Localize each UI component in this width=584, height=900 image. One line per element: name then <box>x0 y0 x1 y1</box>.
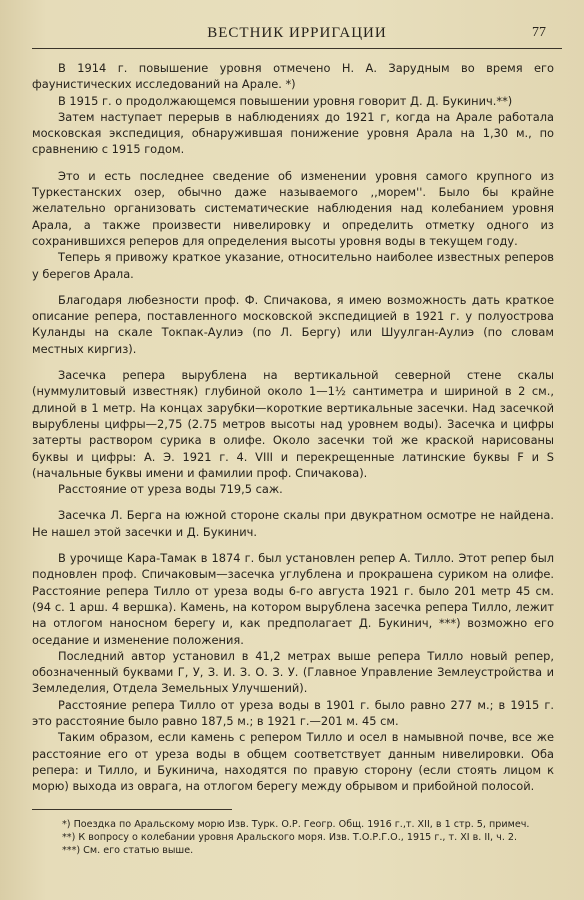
paragraph: Это и есть последнее сведение об изменении уровня самого крупного из Туркестанских озер, обычно даже называемого ,,морем''. Было бы крайне желательно организовать систематические наблюдения над колебанием уровня Арала, а также произвести нивелировку и определить отметку одного из сохранившихся реперов для определения высоты уровня воды в текущем году. <box>32 168 554 248</box>
footnotes <box>32 818 554 857</box>
footnote: *) Поездка по Аральскому морю Изв. Турк. О.Р. Геогр. Общ. 1916 г.,т. XII, в 1 стр. 5, примеч. <box>62 819 530 831</box>
page-number: 77 <box>532 25 546 40</box>
footnote: ***) См. его статью выше. <box>62 845 194 857</box>
running-head <box>32 22 562 44</box>
paragraph: В урочище Кара-Тамак в 1874 г. был установлен репер А. Тилло. Этот репер был подновлен проф. Спичаковым—засечка углублена и прокрашена суриком на олифе. Расстояние репера Тилло от уреза воды 6-го августа 1921 г. было 201 метр 45 см. (94 с. 1 арш. 4 вершка). Камень, на котором вырублена засечка репера Тилло, лежит на отлогом наносном берегу и, как предполагает Д. Букинич, ***) возможно его оседание и изменение положения. <box>32 551 554 647</box>
paragraph: Затем наступает перерыв в наблюдениях до 1921 г, когда на Арале работала московская экспедиция, обнаружившая понижение уровня Арала на 1,30 м., по сравнению с 1915 годом. <box>32 109 554 157</box>
paragraph: В 1914 г. повышение уровня отмечено Н. А. Зарудным во время его фаунистических исследований на Арале. *) <box>32 61 554 92</box>
article-body <box>32 60 554 794</box>
footnote: **) К вопросу о колебании уровня Аральского моря. Изв. Т.О.Р.Г.О., 1915 г., т. XI в. II, ч. 2. <box>62 832 518 844</box>
header-rule <box>32 48 562 49</box>
paragraph: Засечка Л. Берга на южной стороне скалы при двукратном осмотре не найдена. Не нашел этой засечки и Д. Букинич. <box>32 508 554 539</box>
paragraph: Расстояние от уреза воды 719,5 саж. <box>58 482 283 497</box>
journal-title: ВЕСТНИК ИРРИГАЦИИ <box>207 25 387 41</box>
paragraph: Теперь я привожу краткое указание, относительно наиболее известных реперов у берегов Арала. <box>32 250 554 281</box>
paragraph: Таким образом, если камень с репером Тилло и осел в намывной почве, все же расстояние его от уреза воды в общем соответствует данным нивелировки. Оба репера: и Тилло, и Букинича, находятся по правую сторону (если стоять лицом к морю) выхода из оврага, на отлогом берегу между обрывом и прибойной полосой. <box>32 730 554 794</box>
paragraph: Расстояние репера Тилло от уреза воды в 1901 г. было равно 277 м.; в 1915 г. это расстояние было равно 187,5 м.; в 1921 г.—201 м. 45 см. <box>32 697 554 728</box>
paragraph: Благодаря любезности проф. Ф. Спичакова, я имею возможность дать краткое описание репера, поставленного московской экспедицией в 1921 г. у полуострова Куланды на скале Токпак-Аулиэ (по Л. Бергу) или Шуулган-Аулиэ (по словам местных киргиз). <box>32 292 554 356</box>
paragraph: Последний автор установил в 41,2 метрах выше репера Тилло новый репер, обозначенный буквами Г, У, З. И. З. О. З. У. (Главное Управление Землеустройства и Земледелия, Отдела Земельных Улучшений). <box>32 648 554 696</box>
paragraph: Засечка репера вырублена на вертикальной северной стене скалы (нуммулитовый известняк) глубиной около 1—1½ сантиметра и шириной в 2 см., длиной в 1 метр. На концах зарубки—короткие вертикальные засечки. Над засечкой вырублены цифры—2,75 (2.75 метров высоты над уровнем воды). Засечка и цифры затерты раствором сурика в олифе. Около засечки той же краской нарисованы буквы и цифры: А. Э. 1921 г. 4. VIII и перекрещенные латинские буквы F и S (начальные буквы имени и фамилии проф. Спичакова). <box>32 368 554 480</box>
paragraph: В 1915 г. о продолжающемся повышении уровня говорит Д. Д. Букинич.**) <box>58 93 513 108</box>
footnote-rule <box>32 809 232 810</box>
